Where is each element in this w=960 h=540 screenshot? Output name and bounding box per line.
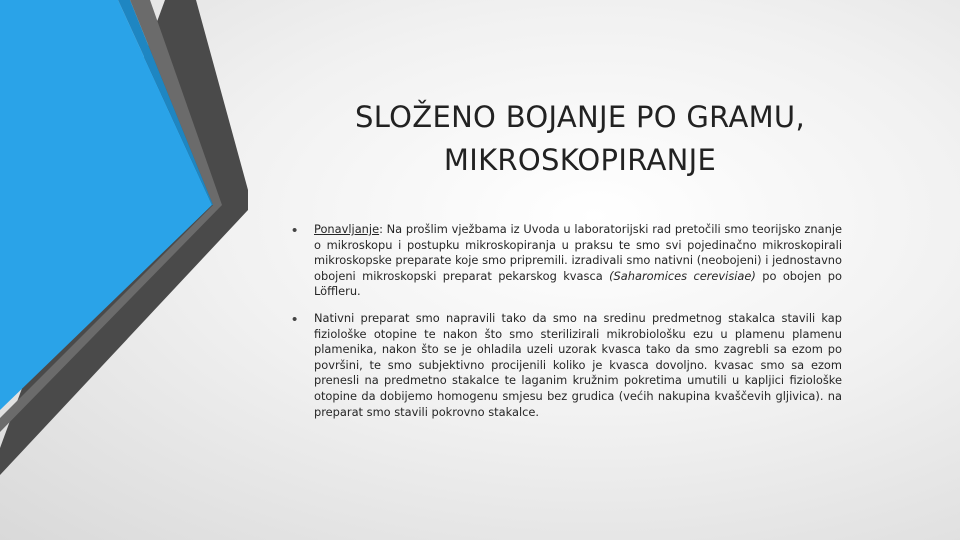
title-line-2: MIKROSKOPIRANJE [443,143,717,177]
bullet-list [292,222,842,431]
species-name: (Saharomices cerevisiae) [609,268,756,283]
bullet-label: Ponavljanje [314,222,380,236]
bullet-text-2: Nativni preparat smo napravili tako da smo na sredinu predmetnog stakalca stavili kap fiziološke otopine te nakon što smo sterilizirali mikrobiološku ezu u plamenu plamenu plamenika, nakon što se je ohladila uzeli uzorak kvasca tako da smo zagrebli sa ezom po površini, te smo subjektivno procijenili koliko je kvasca dovoljno. kvasac smo sa ezom prenesli na predmetno stakalce te laganim kružnim pokretima umutili u kapljici fiziološke otopine da dobijemo homogenu smjesu bez grudica (većih nakupina kvaščevih gljivica). na preparat smo stavili pokrovno stakalce. [314,310,842,419]
slide-title [300,96,860,182]
bullet-text-1 [314,222,842,300]
bullet-text-1a: : Na prošlim vježbama iz Uvoda u laboratorijski rad pretočili smo teorijsko znanje o mikroskopu i postupku mikroskopiranja u praksu te smo svi pojedinačno mikroskopirali mikroskopske preparate koje smo pripremili. izradivali smo nativni (neobojeni) i jednostavno obojeni mikroskopski preparat pekarskog kvasca [314,222,842,283]
bullet-text-1b: po obojen po Löffleru. [314,268,842,299]
bullet-dot-icon: • [292,310,298,328]
bullet-item-1 [292,222,842,300]
bullet-item-2 [292,311,842,420]
bullet-dot-icon: • [292,222,298,239]
title-line-1: SLOŽENO BOJANJE PO GRAMU, [355,100,805,134]
